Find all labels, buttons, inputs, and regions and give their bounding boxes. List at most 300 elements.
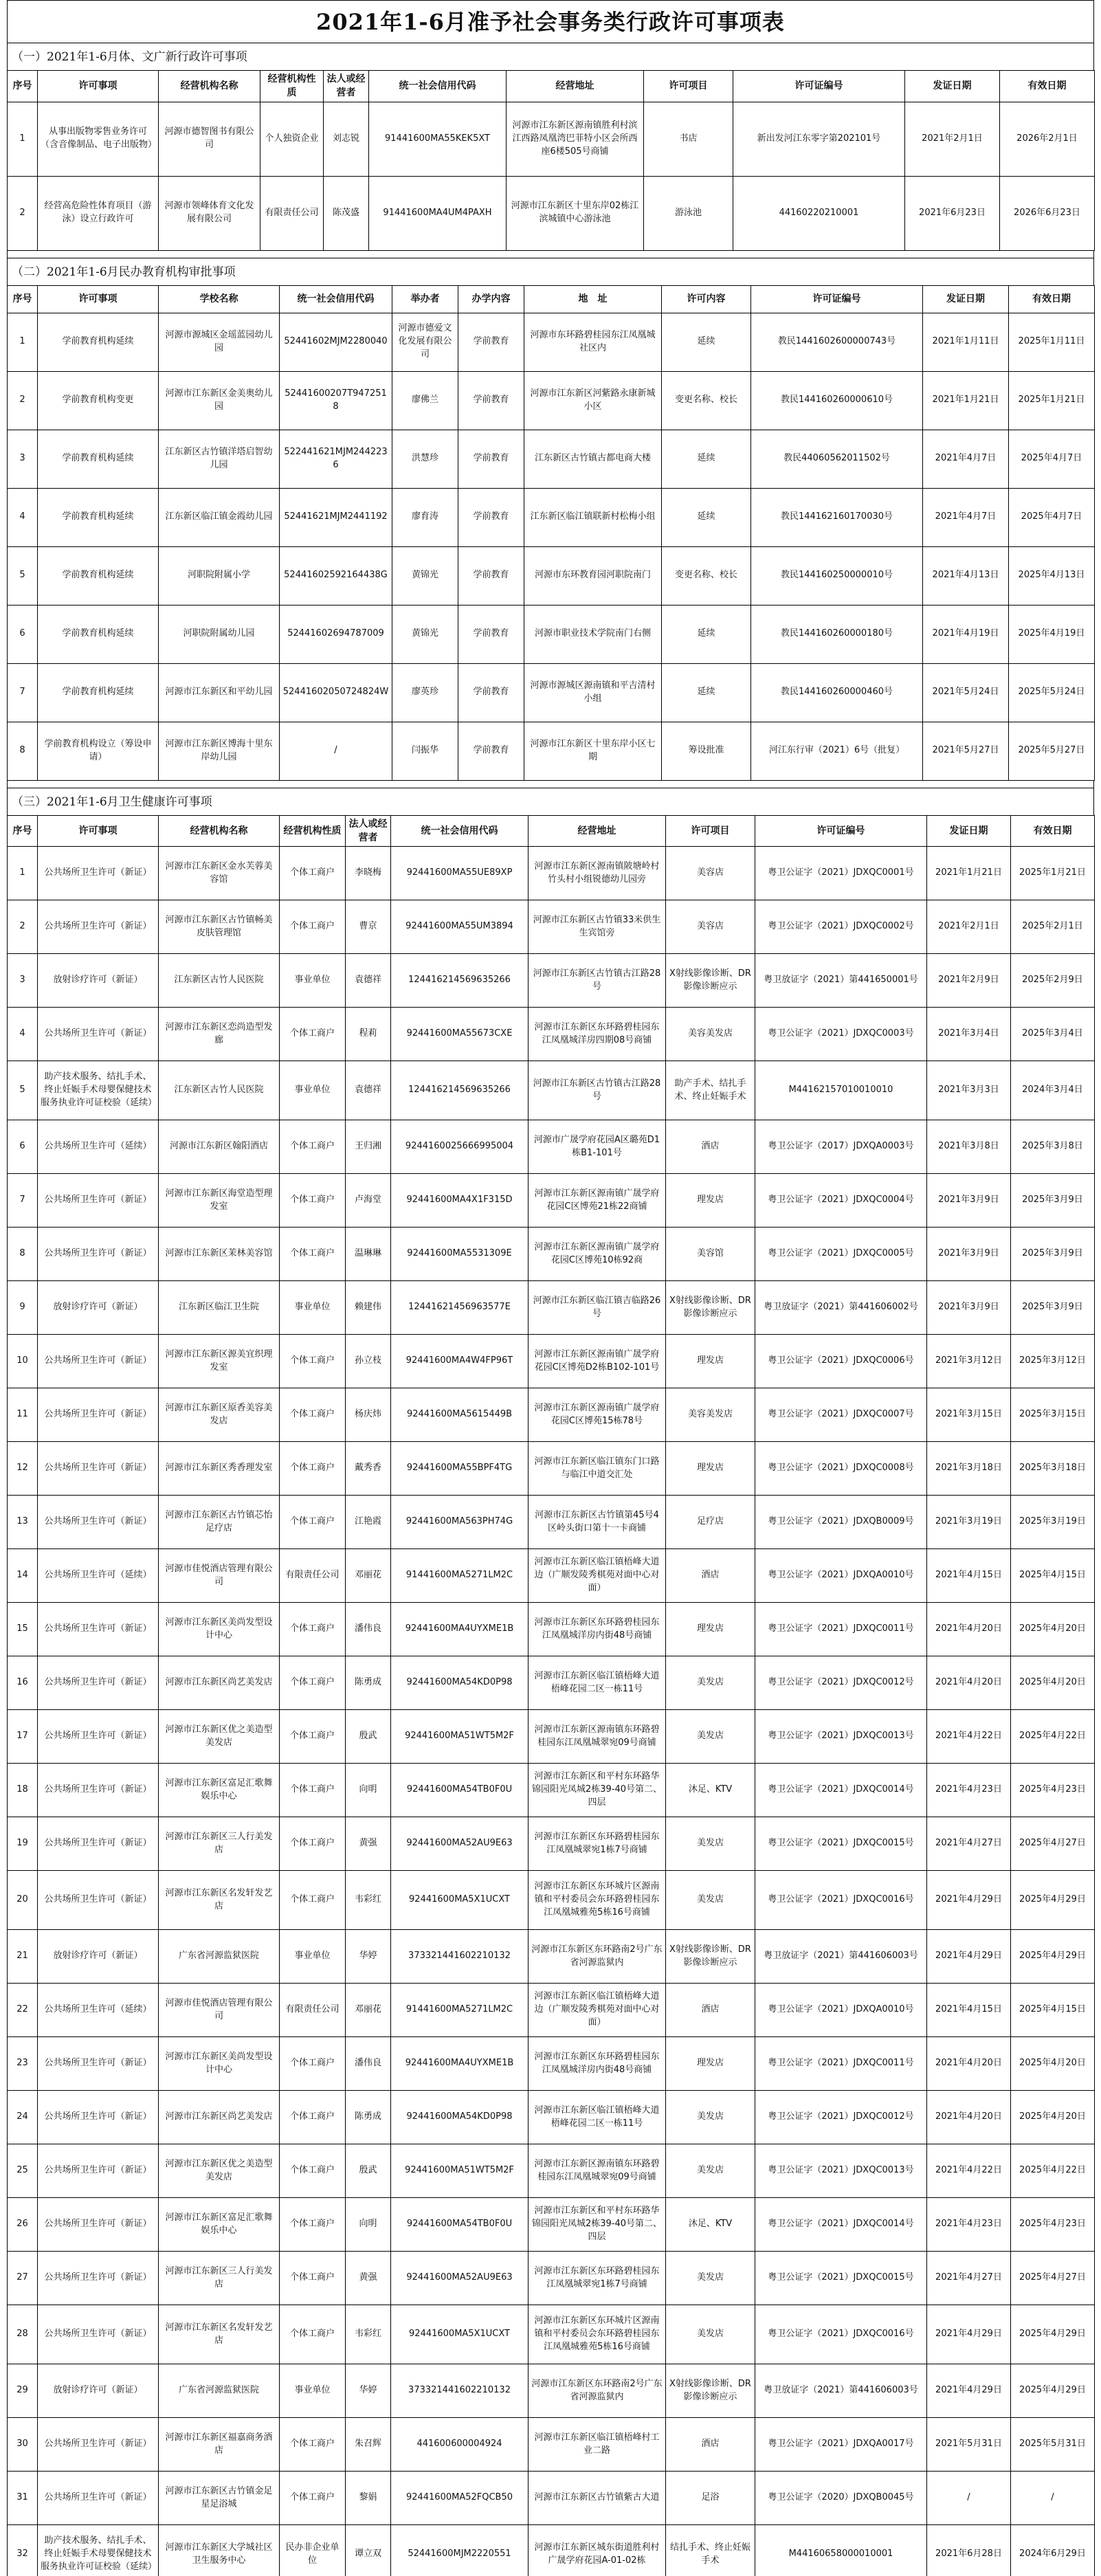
table-cell: 事业单位 xyxy=(280,1061,346,1120)
header-row xyxy=(8,285,1095,313)
table-cell: 32 xyxy=(8,2525,38,2576)
table-cell: 公共场所卫生许可（新证） xyxy=(38,1871,159,1930)
table-cell: / xyxy=(927,2472,1011,2525)
table-cell: 河源市江东新区古竹镇古江路28号 xyxy=(529,954,666,1008)
table-row xyxy=(8,900,1095,954)
table-cell: 学前教育机构延续 xyxy=(38,663,159,722)
table-cell: 有限责任公司 xyxy=(280,1984,346,2037)
table-cell: 2021年4月20日 xyxy=(927,2037,1011,2091)
table-header xyxy=(8,815,1095,847)
table-cell: 16 xyxy=(8,1656,38,1710)
table-row xyxy=(8,1008,1095,1061)
header-row xyxy=(8,71,1095,102)
table-row xyxy=(8,546,1095,605)
table-cell: 2021年3月8日 xyxy=(927,1120,1011,1174)
table-cell: 92441600MA54TB0F0U xyxy=(391,2198,529,2252)
table-cell: 441600600004924 xyxy=(391,2418,529,2472)
table-cell: 52441600MJM2220551 xyxy=(391,2525,529,2576)
table-cell: 2025年3月18日 xyxy=(1011,1442,1095,1496)
table-cell: 27 xyxy=(8,2252,38,2305)
column-header: 经营机构性质 xyxy=(260,71,324,102)
table-cell: 2025年3月9日 xyxy=(1011,1174,1095,1228)
table-cell: 粤卫公证字（2021）JDXQC0014号 xyxy=(755,1764,927,1817)
table-cell: 粤卫公证字（2021）JDXQC0012号 xyxy=(755,1656,927,1710)
table-cell: 2021年3月15日 xyxy=(927,1388,1011,1442)
table-cell: 河源市江东新区临江镇梧峰大道梧峰花园二区一栋11号 xyxy=(529,2091,666,2144)
table-cell: 河源市江东新区源南镇东环路碧桂园东江凤凰城翠宛09号商铺 xyxy=(529,2144,666,2198)
table-cell: 公共场所卫生许可（新证） xyxy=(38,1710,159,1764)
table-cell: 美容美发店 xyxy=(666,1008,755,1061)
table-cell: X射线影像诊断、DR影像诊断应示 xyxy=(666,1281,755,1335)
table-cell: 2021年1月21日 xyxy=(923,371,1009,430)
table-cell: 学前教育 xyxy=(458,313,524,371)
section-spacer xyxy=(7,781,1094,788)
table-cell: 个体工商户 xyxy=(280,1120,346,1174)
table-cell: 26 xyxy=(8,2198,38,2252)
table-cell: 2025年1月11日 xyxy=(1009,313,1095,371)
table-cell: 2021年3月3日 xyxy=(927,1061,1011,1120)
table-cell: 廖佛兰 xyxy=(392,371,458,430)
table-cell: 2021年3月18日 xyxy=(927,1442,1011,1496)
table-cell: 2025年1月21日 xyxy=(1009,371,1095,430)
table-cell: 河源市江东新区东环路南2号广东省河源监狱内 xyxy=(529,1930,666,1984)
header-row xyxy=(8,815,1095,847)
table-cell: 孙立枝 xyxy=(346,1335,391,1388)
table-cell: 公共场所卫生许可（新证） xyxy=(38,1174,159,1228)
table-row xyxy=(8,1281,1095,1335)
table-cell: 2021年5月31日 xyxy=(927,2418,1011,2472)
table-cell: 92441600MA55673CXE xyxy=(391,1008,529,1061)
table-cell: 1 xyxy=(8,847,38,900)
table-cell: 2021年3月19日 xyxy=(927,1496,1011,1549)
table-cell: 美发店 xyxy=(666,2305,755,2364)
table-cell: 粤卫公证字（2021）JDXQC0003号 xyxy=(755,1008,927,1061)
table-cell: 王归湘 xyxy=(346,1120,391,1174)
table-cell: 美发店 xyxy=(666,1710,755,1764)
table-cell: 2025年3月19日 xyxy=(1011,1496,1095,1549)
table-cell: 2021年4月23日 xyxy=(927,2198,1011,2252)
table-cell: 河源市江东新区名发轩发艺店 xyxy=(159,1871,280,1930)
table-cell: 沐足、KTV xyxy=(666,1764,755,1817)
column-header: 序号 xyxy=(8,285,38,313)
table-cell: 广东省河源监狱医院 xyxy=(159,1930,280,1984)
table-header xyxy=(8,285,1095,313)
table-cell: 美发店 xyxy=(666,2252,755,2305)
table-cell: 粤卫公证字（2021）JDXQB0009号 xyxy=(755,1496,927,1549)
table-cell: 8 xyxy=(8,722,38,780)
table-body xyxy=(8,102,1095,250)
table-cell: 4 xyxy=(8,488,38,546)
column-header: 许可内容 xyxy=(662,285,751,313)
column-header: 序号 xyxy=(8,71,38,102)
table-cell: 酒店 xyxy=(666,1984,755,2037)
table-cell: 2025年4月7日 xyxy=(1009,488,1095,546)
table-cell: 黄锦光 xyxy=(392,605,458,663)
table-cell: 经营高危险性体育项目（游泳）设立行政许可 xyxy=(38,176,159,250)
table-cell: 河源市江东新区源南镇陂塘岭村竹头村小组锐德幼儿园旁 xyxy=(529,847,666,900)
table-cell: 美发店 xyxy=(666,1656,755,1710)
table-row xyxy=(8,1496,1095,1549)
table-cell: 2025年3月12日 xyxy=(1011,1335,1095,1388)
table-cell: 92441600MA52AU9E63 xyxy=(391,1817,529,1871)
table-cell: 2021年4月22日 xyxy=(927,1710,1011,1764)
table-cell: 公共场所卫生许可（新证） xyxy=(38,1008,159,1061)
health-license-table xyxy=(7,815,1095,2576)
table-cell: 河源市江东新区东环路碧桂园东江凤凰城洋房内街48号商铺 xyxy=(529,1603,666,1656)
table-cell: 2025年4月20日 xyxy=(1011,1656,1095,1710)
table-cell: 洪慧珍 xyxy=(392,430,458,488)
table-cell: 12441621456963526​6 xyxy=(391,954,529,1008)
table-cell: 河源市江东新区茉林美容馆 xyxy=(159,1228,280,1281)
table-cell: 学前教育 xyxy=(458,371,524,430)
table-cell: 酒店 xyxy=(666,2418,755,2472)
table-row xyxy=(8,847,1095,900)
table-cell: 黄锦光 xyxy=(392,546,458,605)
table-row xyxy=(8,722,1095,780)
table-cell: 公共场所卫生许可（新证） xyxy=(38,2144,159,2198)
table-cell: 江艳霞 xyxy=(346,1496,391,1549)
table-cell: 江东新区古竹人民医院 xyxy=(159,954,280,1008)
table-cell: 个体工商户 xyxy=(280,1442,346,1496)
table-cell: 江东新区古竹镇洋塔启智幼儿园 xyxy=(159,430,280,488)
table-cell: 37332144160221013​2 xyxy=(391,1930,529,1984)
table-cell: 河源市江东新区大学城社区卫生服务中心 xyxy=(159,2525,280,2576)
table-cell: 2025年4月7日 xyxy=(1009,430,1095,488)
table-cell: 邓丽花 xyxy=(346,1984,391,2037)
table-cell: 52441602592164438G xyxy=(280,546,392,605)
table-cell: 理发店 xyxy=(666,1174,755,1228)
table-cell: 92441600MA55UE89XP xyxy=(391,847,529,900)
table-cell: 河源市江东新区古竹镇金足星足浴城 xyxy=(159,2472,280,2525)
table-cell: 2025年4月22日 xyxy=(1011,1710,1095,1764)
table-cell: 粤卫放证字（2021）第441650001号 xyxy=(755,954,927,1008)
table-cell: 2025年3月15日 xyxy=(1011,1388,1095,1442)
table-cell: 程莉 xyxy=(346,1008,391,1061)
table-cell: 书店 xyxy=(644,102,733,176)
table-cell: 3 xyxy=(8,954,38,1008)
table-cell: 个体工商户 xyxy=(280,2252,346,2305)
column-header: 发证日期 xyxy=(923,285,1009,313)
table-cell: 向明 xyxy=(346,1764,391,1817)
table-cell: / xyxy=(1011,2472,1095,2525)
table-cell: 放射诊疗许可（新证） xyxy=(38,954,159,1008)
table-cell: 理发店 xyxy=(666,1442,755,1496)
table-cell: 2021年3月12日 xyxy=(927,1335,1011,1388)
table-cell: 2026年2月1日 xyxy=(1000,102,1095,176)
table-cell: 江东新区临江镇金霞幼儿园 xyxy=(159,488,280,546)
column-header: 经营机构性质 xyxy=(280,815,346,847)
table-cell: 92441600MA51WT5M2F xyxy=(391,1710,529,1764)
table-cell: 粤卫放证字（2021）第441606003号 xyxy=(755,2364,927,2418)
table-cell: 2025年4月20日 xyxy=(1011,2037,1095,2091)
table-row xyxy=(8,1120,1095,1174)
table-cell: 河源市江东新区恋尚造型发廊 xyxy=(159,1008,280,1061)
column-header: 许可证编号 xyxy=(751,285,923,313)
table-cell: 92441600MA4UYXME1B xyxy=(391,1603,529,1656)
table-cell: 25 xyxy=(8,2144,38,2198)
table-cell: 廖英珍 xyxy=(392,663,458,722)
table-cell: 河源市江东新区三人行美发店 xyxy=(159,2252,280,2305)
table-cell: 粤卫公证字（2021）JDXQC0015号 xyxy=(755,1817,927,1871)
table-cell: 11 xyxy=(8,1388,38,1442)
table-row xyxy=(8,488,1095,546)
table-cell: 教民144160260000610号 xyxy=(751,371,923,430)
table-cell: 公共场所卫生许可（新证） xyxy=(38,2091,159,2144)
table-cell: 公共场所卫生许可（新证） xyxy=(38,2472,159,2525)
table-cell: 河源市江东新区古竹镇第45号4区岭头街口第十一卡商铺 xyxy=(529,1496,666,1549)
column-header: 举办者 xyxy=(392,285,458,313)
table-cell: 杨庆炜 xyxy=(346,1388,391,1442)
table-cell: 学前教育 xyxy=(458,488,524,546)
table-row xyxy=(8,1335,1095,1388)
table-cell: 92441600MA54KD0P98 xyxy=(391,2091,529,2144)
table-cell: 5 xyxy=(8,1061,38,1120)
table-cell: 粤卫公证字（2021）JDXQC0012号 xyxy=(755,2091,927,2144)
table-cell: 卢海堂 xyxy=(346,1174,391,1228)
table-cell: 美容店 xyxy=(666,847,755,900)
column-header: 发证日期 xyxy=(927,815,1011,847)
table-cell: 2025年4月29日 xyxy=(1011,1871,1095,1930)
table-cell: 2021年5月27日 xyxy=(923,722,1009,780)
table-cell: 2025年1月21日 xyxy=(1011,847,1095,900)
table-cell: 河源市江东新区秀香理发室 xyxy=(159,1442,280,1496)
table-cell: 江东新区古竹镇古都电商大楼 xyxy=(524,430,662,488)
table-row xyxy=(8,1442,1095,1496)
table-cell: 个体工商户 xyxy=(280,2091,346,2144)
table-cell: 李晓梅 xyxy=(346,847,391,900)
table-cell: 河源市东环路碧桂园东江凤凰城社区内 xyxy=(524,313,662,371)
table-cell: 学前教育机构延续 xyxy=(38,605,159,663)
table-cell: 5 xyxy=(8,546,38,605)
table-cell: 粤卫公证字（2021）JDXQA0010号 xyxy=(755,1984,927,2037)
column-header: 发证日期 xyxy=(905,71,1000,102)
table-row xyxy=(8,1710,1095,1764)
column-header: 许可证编号 xyxy=(733,71,905,102)
table-cell: 公共场所卫生许可（新证） xyxy=(38,1603,159,1656)
table-cell: 粤卫公证字（2021）JDXQA0017号 xyxy=(755,2418,927,2472)
table-cell: 河源市江东新区优之美造型美发店 xyxy=(159,1710,280,1764)
table-cell: 河源市江东新区源南镇胜利村滨江西路凤凰湾巴菲特小区会所西座6楼505号商铺 xyxy=(507,102,644,176)
table-cell: 1 xyxy=(8,313,38,371)
table-cell: 2025年4月29日 xyxy=(1011,2305,1095,2364)
table-cell: 美发店 xyxy=(666,2144,755,2198)
table-row xyxy=(8,1930,1095,1984)
table-cell: 教民144160250000010号 xyxy=(751,546,923,605)
table-cell: 2025年3月9日 xyxy=(1011,1281,1095,1335)
table-cell: 2026年6月23日 xyxy=(1000,176,1095,250)
table-cell: M441621570100​10010 xyxy=(755,1061,927,1120)
column-header: 许可项目 xyxy=(644,71,733,102)
table-cell: 2021年4月15日 xyxy=(927,1549,1011,1603)
table-cell: 美容店 xyxy=(666,900,755,954)
table-row xyxy=(8,430,1095,488)
table-cell: 河源市江东新区临江镇吉临路26号 xyxy=(529,1281,666,1335)
table-cell: 游泳池 xyxy=(644,176,733,250)
table-row xyxy=(8,954,1095,1008)
table-cell: 个体工商户 xyxy=(280,847,346,900)
table-row xyxy=(8,2144,1095,2198)
column-header: 统一社会信用代码 xyxy=(391,815,529,847)
table-cell: 河源市江东新区尚艺美发店 xyxy=(159,2091,280,2144)
table-cell: 2025年5月27日 xyxy=(1009,722,1095,780)
table-row xyxy=(8,2472,1095,2525)
table-row xyxy=(8,1549,1095,1603)
table-cell: 河源市江东新区古竹镇芯怡足疗店 xyxy=(159,1496,280,1549)
table-cell: 河源市职业技术学院南门右侧 xyxy=(524,605,662,663)
table-row xyxy=(8,1603,1095,1656)
table-cell: 河源市江东新区东环城片区源南镇和平村委员会东环路碧桂园东江凤凰城雅苑5栋16号商铺 xyxy=(529,1871,666,1930)
table-cell: 从事出版物零售业务许可（含音像制品、电子出版物） xyxy=(38,102,159,176)
table-cell: 河源市江东新区临江镇梧峰大道梧峰花园二区一栋11号 xyxy=(529,1656,666,1710)
table-cell: 河源市江东新区金水芙蓉美容馆 xyxy=(159,847,280,900)
table-cell: 殷武 xyxy=(346,1710,391,1764)
column-header: 经营地址 xyxy=(529,815,666,847)
table-cell: 曹京 xyxy=(346,900,391,954)
table-cell: 2021年4月29日 xyxy=(927,2364,1011,2418)
table-cell: 延续 xyxy=(662,313,751,371)
table-cell: 河源市江东新区富足汇歌舞娱乐中心 xyxy=(159,2198,280,2252)
table-cell: 江东新区古竹人民医院 xyxy=(159,1061,280,1120)
table-cell: 结扎手术、终止妊娠手术 xyxy=(666,2525,755,2576)
table-cell: 河源市江东新区福嘉商务酒店 xyxy=(159,2418,280,2472)
table-cell: 6 xyxy=(8,1120,38,1174)
table-cell: 2021年4月15日 xyxy=(927,1984,1011,2037)
table-cell: 2025年4月13日 xyxy=(1009,546,1095,605)
table-cell: 粤卫公证字（2021）JDXQC0011号 xyxy=(755,2037,927,2091)
table-cell: 刘志锐 xyxy=(324,102,369,176)
table-cell: 公共场所卫生许可（新证） xyxy=(38,900,159,954)
table-row xyxy=(8,1174,1095,1228)
table-row xyxy=(8,605,1095,663)
table-cell: 河源市江东新区和平幼儿园 xyxy=(159,663,280,722)
table-row xyxy=(8,1817,1095,1871)
table-cell: 河源市江东新区和平村东环路华锦园阳光凤城2栋39-40号第二、四层 xyxy=(529,1764,666,1817)
table-cell: 粤卫公证字（2021）JDXQC0007号 xyxy=(755,1388,927,1442)
table-cell: 河源市江东新区和平村东环路华锦园阳光凤城2栋39-40号第二、四层 xyxy=(529,2198,666,2252)
table-cell: 2025年4月20日 xyxy=(1011,1603,1095,1656)
table-cell: 个体工商户 xyxy=(280,1603,346,1656)
table-cell: 变更名称、校长 xyxy=(662,546,751,605)
table-cell: 陈茂盛 xyxy=(324,176,369,250)
table-cell: 个体工商户 xyxy=(280,1388,346,1442)
table-cell: 殷武 xyxy=(346,2144,391,2198)
table-cell: 河职院附属小学 xyxy=(159,546,280,605)
table-cell: 粤卫公证字（2021）JDXQC0006号 xyxy=(755,1335,927,1388)
table-cell: 29 xyxy=(8,2364,38,2418)
table-cell: 河源市江东新区海堂造型理发室 xyxy=(159,1174,280,1228)
table-cell: 个体工商户 xyxy=(280,1871,346,1930)
table-cell: 52441602694787009 xyxy=(280,605,392,663)
table-row xyxy=(8,102,1095,176)
education-approval-table xyxy=(7,285,1095,781)
table-cell: 粤卫公证字（2021）JDXQC0013号 xyxy=(755,2144,927,2198)
table-cell: 12 xyxy=(8,1442,38,1496)
table-cell: 粤卫放证字（2021）第441606003号 xyxy=(755,1930,927,1984)
table-cell: 个体工商户 xyxy=(280,2305,346,2364)
table-cell: 河源市江东新区原香美容美发店 xyxy=(159,1388,280,1442)
table-cell: 92441600MA52FQCB50 xyxy=(391,2472,529,2525)
table-cell: 92441600MA5X1UCXT xyxy=(391,1871,529,1930)
table-row xyxy=(8,1228,1095,1281)
table-cell: 31 xyxy=(8,2472,38,2525)
table-cell: 1 xyxy=(8,102,38,176)
culture-license-table xyxy=(7,70,1095,251)
table-cell: 黄强 xyxy=(346,2252,391,2305)
table-cell: 2025年4月19日 xyxy=(1009,605,1095,663)
table-cell: 个体工商户 xyxy=(280,1764,346,1817)
table-cell: 公共场所卫生许可（新证） xyxy=(38,1442,159,1496)
table-cell: 河源市江东新区东环路碧桂园东江凤凰城洋房内街48号商铺 xyxy=(529,2037,666,2091)
table-cell: 28 xyxy=(8,2305,38,2364)
table-cell: 公共场所卫生许可（新证） xyxy=(38,2252,159,2305)
table-cell: 92441600MA563PH74G xyxy=(391,1496,529,1549)
table-cell: 14 xyxy=(8,1549,38,1603)
table-cell: 河源市源城区源南镇和平吉清村小组 xyxy=(524,663,662,722)
table-cell: 2 xyxy=(8,176,38,250)
table-cell: 闫振华 xyxy=(392,722,458,780)
table-cell: 2025年4月27日 xyxy=(1011,1817,1095,1871)
table-cell: 河源市东环教育园河职院南门 xyxy=(524,546,662,605)
table-cell: 粤卫公证字（2017）JDXQA0003号 xyxy=(755,1120,927,1174)
table-cell: 2021年4月19日 xyxy=(923,605,1009,663)
table-cell: 河源市江东新区源南镇广晟学府花园C区博苑D2栋B102-101号 xyxy=(529,1335,666,1388)
table-cell: 2021年4月7日 xyxy=(923,488,1009,546)
table-cell: 河源市德智图书有限公司 xyxy=(159,102,260,176)
table-cell: 事业单位 xyxy=(280,954,346,1008)
table-cell: / xyxy=(280,722,392,780)
table-cell: 河源市江东新区三人行美发店 xyxy=(159,1817,280,1871)
table-cell: 黄强 xyxy=(346,1817,391,1871)
table-row xyxy=(8,1984,1095,2037)
table-cell: 公共场所卫生许可（延续） xyxy=(38,1984,159,2037)
table-cell: 2 xyxy=(8,371,38,430)
table-cell: 河源市江东新区临江镇东门口路与临江中道交汇处 xyxy=(529,1442,666,1496)
table-cell: 2025年4月29日 xyxy=(1011,1930,1095,1984)
table-cell: 学前教育机构延续 xyxy=(38,488,159,546)
column-header: 许可项目 xyxy=(666,815,755,847)
table-cell: 个体工商户 xyxy=(280,1817,346,1871)
table-cell: 河源市江东新区源南镇广晟学府花园C区博苑15栋78号 xyxy=(529,1388,666,1442)
table-cell: 河源市领峰体育文化发展有限公司 xyxy=(159,176,260,250)
table-cell: 新出发河江东零字第202101号 xyxy=(733,102,905,176)
column-header: 经营机构名称 xyxy=(159,71,260,102)
table-cell: 美容馆 xyxy=(666,1228,755,1281)
table-cell: 12441621456963577E xyxy=(391,1281,529,1335)
table-row xyxy=(8,371,1095,430)
table-cell: 91441600MA4UM4PAXH xyxy=(369,176,507,250)
table-cell: 延续 xyxy=(662,663,751,722)
table-row xyxy=(8,2198,1095,2252)
table-cell: 民办非企业单位 xyxy=(280,2525,346,2576)
table-cell: 河源市江东新区东环路碧桂园东江凤凰城翠宛1栋7号商铺 xyxy=(529,2252,666,2305)
column-header: 学校名称 xyxy=(159,285,280,313)
table-cell: 个体工商户 xyxy=(280,1335,346,1388)
table-cell: 91441600MA5271LM2C xyxy=(391,1984,529,2037)
table-cell: 赖建伟 xyxy=(346,1281,391,1335)
table-cell: 2025年4月23日 xyxy=(1011,2198,1095,2252)
page-title: 2021年1-6月准予社会事务类行政许可事项表 xyxy=(7,0,1094,43)
table-cell: 个体工商户 xyxy=(280,1008,346,1061)
table-cell: 公共场所卫生许可（延续） xyxy=(38,1120,159,1174)
table-cell: 公共场所卫生许可（新证） xyxy=(38,1496,159,1549)
table-cell: 公共场所卫生许可（新证） xyxy=(38,2305,159,2364)
table-cell: 教民144160260000074​3号 xyxy=(751,313,923,371)
table-cell: 河源市江东新区临江镇梧峰大道边（广顺发陵秀棋苑对面中心对面） xyxy=(529,1549,666,1603)
table-cell: 廖育涛 xyxy=(392,488,458,546)
table-cell: 个体工商户 xyxy=(280,2198,346,2252)
table-row xyxy=(8,2091,1095,2144)
table-cell: 52441621MJM2441192 xyxy=(280,488,392,546)
